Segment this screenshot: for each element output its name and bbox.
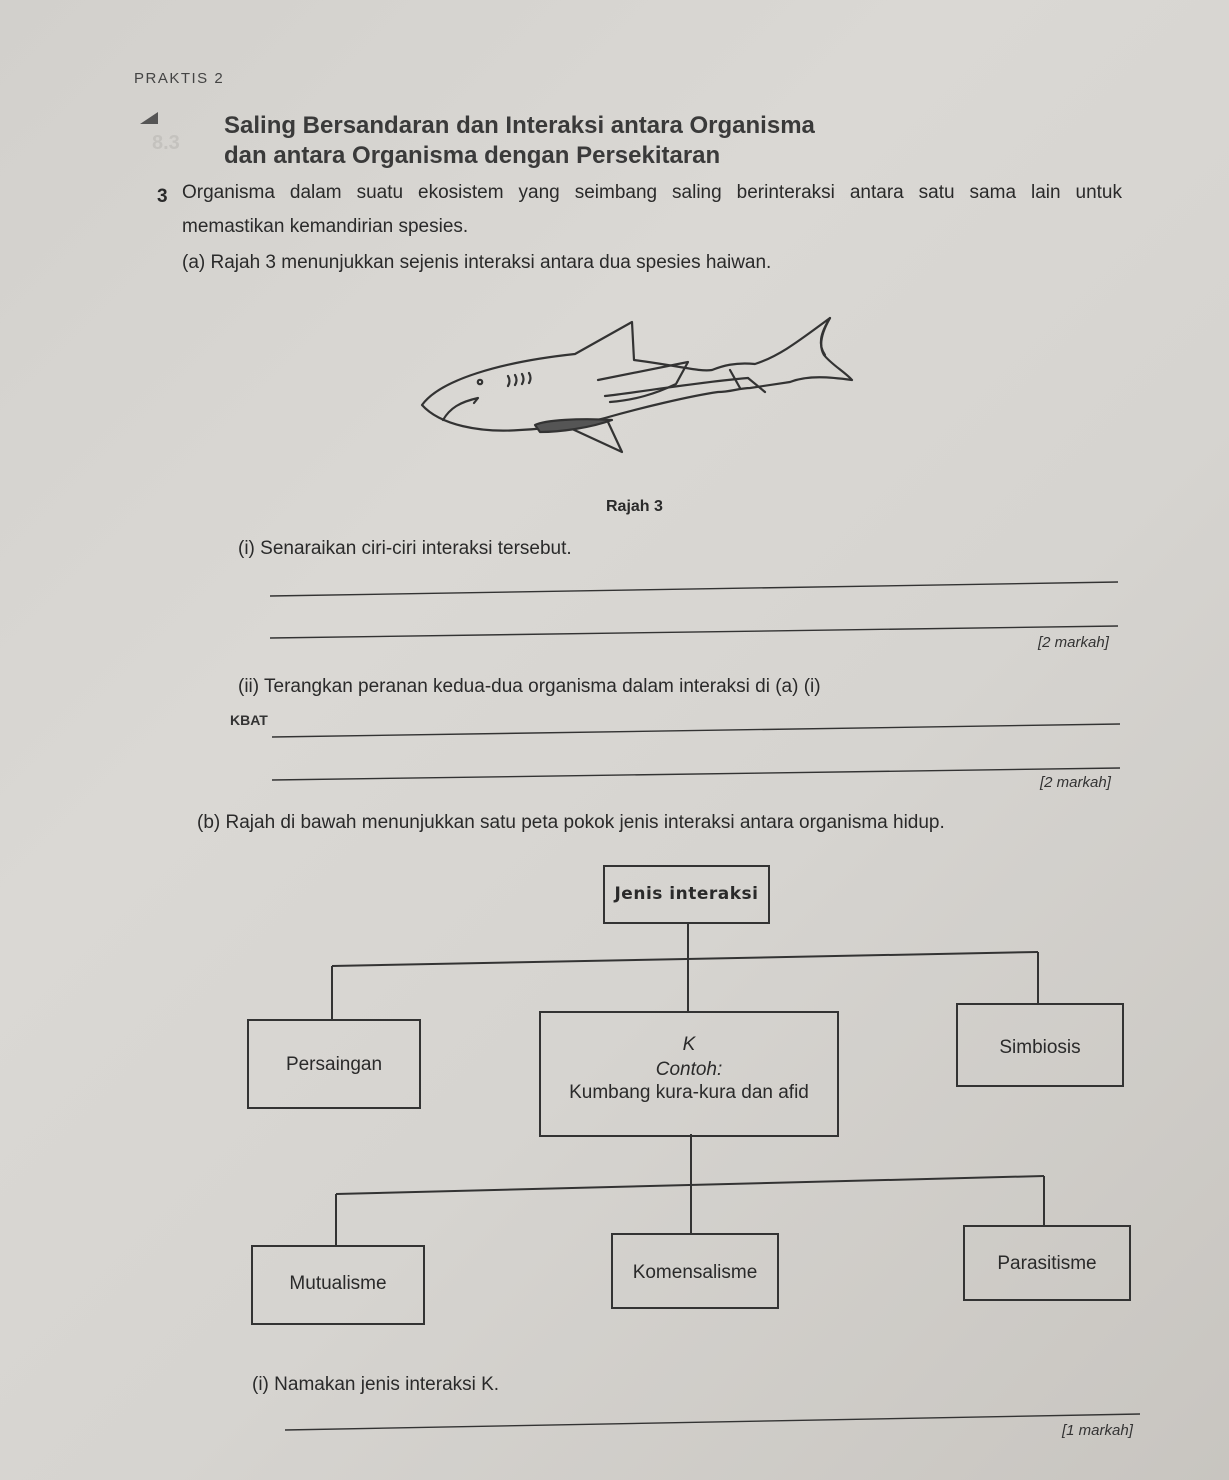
part-a-ii-prompt: (ii) Terangkan peranan kedua-dua organisma dalam interaksi di (a) (i) [238,676,821,697]
marks-a-i: [2 markah] [1038,634,1109,651]
answer-line [285,1414,1140,1430]
shark-illustration [422,318,852,452]
tree-node-example: Kumbang kura-kura dan afid [569,1082,809,1103]
part-b-prompt: (b) Rajah di bawah menunjukkan satu peta pokok jenis interaksi antara organisma hidup. [197,812,945,833]
answer-line [270,582,1118,596]
tree-node-contoh: Contoh: [655,1059,723,1080]
marks-b-i: [1 markah] [1062,1422,1133,1439]
answer-line [272,724,1120,737]
section-title-line1: Saling Bersandaran dan Interaksi antara Organisma [224,112,815,139]
question-stem-line1: Organisma dalam suatu ekosistem yang seimbang saling berinteraksi antara satu sama lain untuk [182,182,1122,203]
tree-node-mutualisme: Mutualisme [289,1273,387,1294]
praktis-label: PRAKTIS 2 [134,70,225,87]
question-number: 3 [157,186,168,207]
question-stem-line2: memastikan kemandirian spesies. [182,216,469,237]
tree-node-k: K [682,1034,696,1055]
tree-node-komensalisme: Komensalisme [632,1262,758,1283]
answer-line [272,768,1120,780]
answer-line [270,626,1118,638]
figure-caption: Rajah 3 [606,498,663,515]
tree-node-parasitisme: Parasitisme [997,1253,1097,1274]
section-title-line2: dan antara Organisma dengan Persekitaran [224,142,721,169]
part-a-prompt: (a) Rajah 3 menunjukkan sejenis interaksi antara dua spesies haiwan. [182,252,772,273]
kbat-label: KBAT [230,712,268,728]
section-number: 8.3 [152,132,180,154]
marks-a-ii: [2 markah] [1040,774,1111,791]
tree-node-persaingan: Persaingan [285,1054,383,1075]
tree-node-simbiosis: Simbiosis [999,1037,1081,1058]
part-b-i-prompt: (i) Namakan jenis interaksi K. [252,1374,500,1395]
part-a-i-prompt: (i) Senaraikan ciri-ciri interaksi tersebut. [238,538,572,559]
tree-root-label: Jenis interaksi [614,884,759,904]
